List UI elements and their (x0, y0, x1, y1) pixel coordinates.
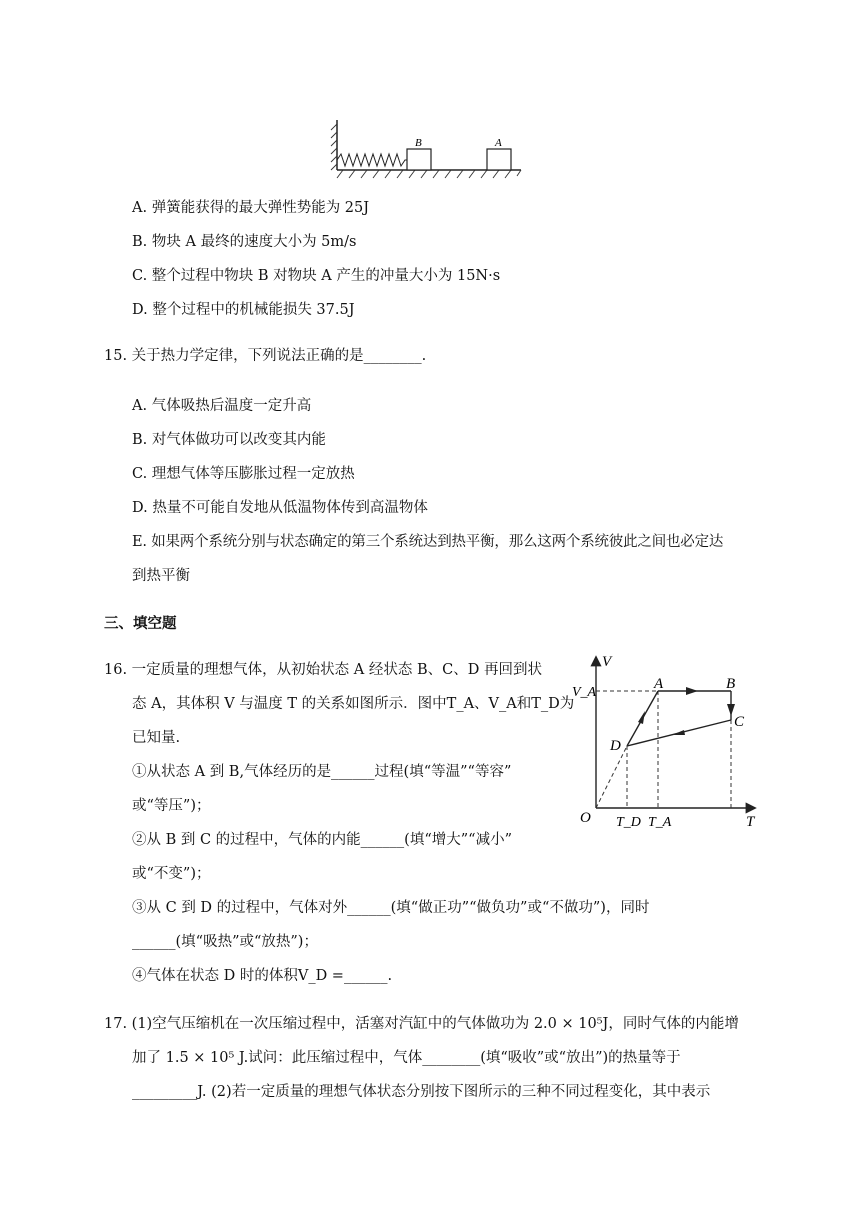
q15-option-a: A. 气体吸热后温度一定升高 (132, 398, 312, 414)
q17-line-2: 加了 1.5 × 10⁵ J.试问：此压缩过程中，气体________(填“吸收”或“放出”)的热量等于 (132, 1050, 681, 1066)
point-c-label: C (734, 714, 745, 730)
ta-label: T_A (648, 815, 672, 830)
q15-option-e: E. 如果两个系统分别与状态确定的第三个系统达到热平衡，那么这两个系统彼此之间也必定达 (132, 534, 724, 550)
q15-option-b: B. 对气体做功可以改变其内能 (132, 432, 326, 448)
q14-option-b: B. 物块 A 最终的速度大小为 5m/s (132, 234, 357, 250)
spring-block-figure (325, 118, 525, 184)
origin-label: O (580, 810, 591, 826)
td-label: T_D (616, 815, 641, 830)
q15-option-c: C. 理想气体等压膨胀过程一定放热 (132, 466, 355, 482)
floor-hatching (337, 170, 521, 178)
v-t-graph (566, 648, 766, 832)
q16-line-10: ④气体在状态 D 时的体积V_D =______. (132, 968, 393, 984)
block-a (487, 149, 511, 170)
q16-line-9: ______(填“吸热”或“放热”)； (132, 934, 318, 950)
section-heading: 三、填空题 (104, 615, 177, 632)
block-a-label: A (495, 137, 502, 149)
q14-option-c: C. 整个过程中物块 B 对物块 A 产生的冲量大小为 15N·s (132, 268, 501, 284)
q16-line-5: 或“等压”)； (132, 798, 211, 814)
axis-v-label: V (602, 654, 612, 670)
q16-line-8: ③从 C 到 D 的过程中，气体对外______(填“做正功”“做负功”或“不做功”)，同时 (132, 900, 650, 916)
q16-line-6: ②从 B 到 C 的过程中，气体的内能______(填“增大”“减小” (132, 832, 512, 848)
q16-line-1: 16. 一定质量的理想气体，从初始状态 A 经状态 B、C、D 再回到状 (104, 662, 542, 678)
q16-line-3: 已知量. (132, 730, 181, 746)
arrow-d-a (638, 711, 645, 724)
q17-line-3: _________J. (2)若一定质量的理想气体状态分别按下图所示的三种不同过程变化，其中表示 (132, 1084, 711, 1100)
spring (337, 154, 407, 166)
arrow-a-b (686, 687, 698, 695)
q15-option-d: D. 热量不可能自发地从低温物体传到高温物体 (132, 500, 428, 516)
block-b-label: B (415, 137, 422, 149)
va-label: V_A (572, 685, 597, 700)
q14-option-a: A. 弹簧能获得的最大弹性势能为 25J (132, 200, 370, 216)
q15-stem: 15. 关于热力学定律，下列说法正确的是________. (104, 348, 427, 364)
block-b (407, 149, 431, 170)
q16-line-7: 或“不变”)； (132, 866, 211, 882)
axis-t-label: T (746, 814, 755, 830)
q16-line-2: 态 A，其体积 V 与温度 T 的关系如图所示．图中T_A、V_A和T_D为 (132, 696, 575, 712)
q15-option-e-continued: 到热平衡 (132, 568, 190, 584)
q16-line-4: ①从状态 A 到 B,气体经历的是______过程(填“等温”“等容” (132, 764, 512, 780)
arrow-c-d (672, 730, 685, 735)
q14-option-d: D. 整个过程中的机械能损失 37.5J (132, 302, 355, 318)
point-a-label: A (654, 676, 664, 692)
q17-line-1: 17. (1)空气压缩机在一次压缩过程中，活塞对汽缸中的气体做功为 2.0 × 10⁵J，同时气体的内能增 (104, 1016, 739, 1032)
point-d-label: D (610, 738, 621, 754)
wall-hatching (331, 124, 337, 170)
point-b-label: B (726, 676, 736, 692)
